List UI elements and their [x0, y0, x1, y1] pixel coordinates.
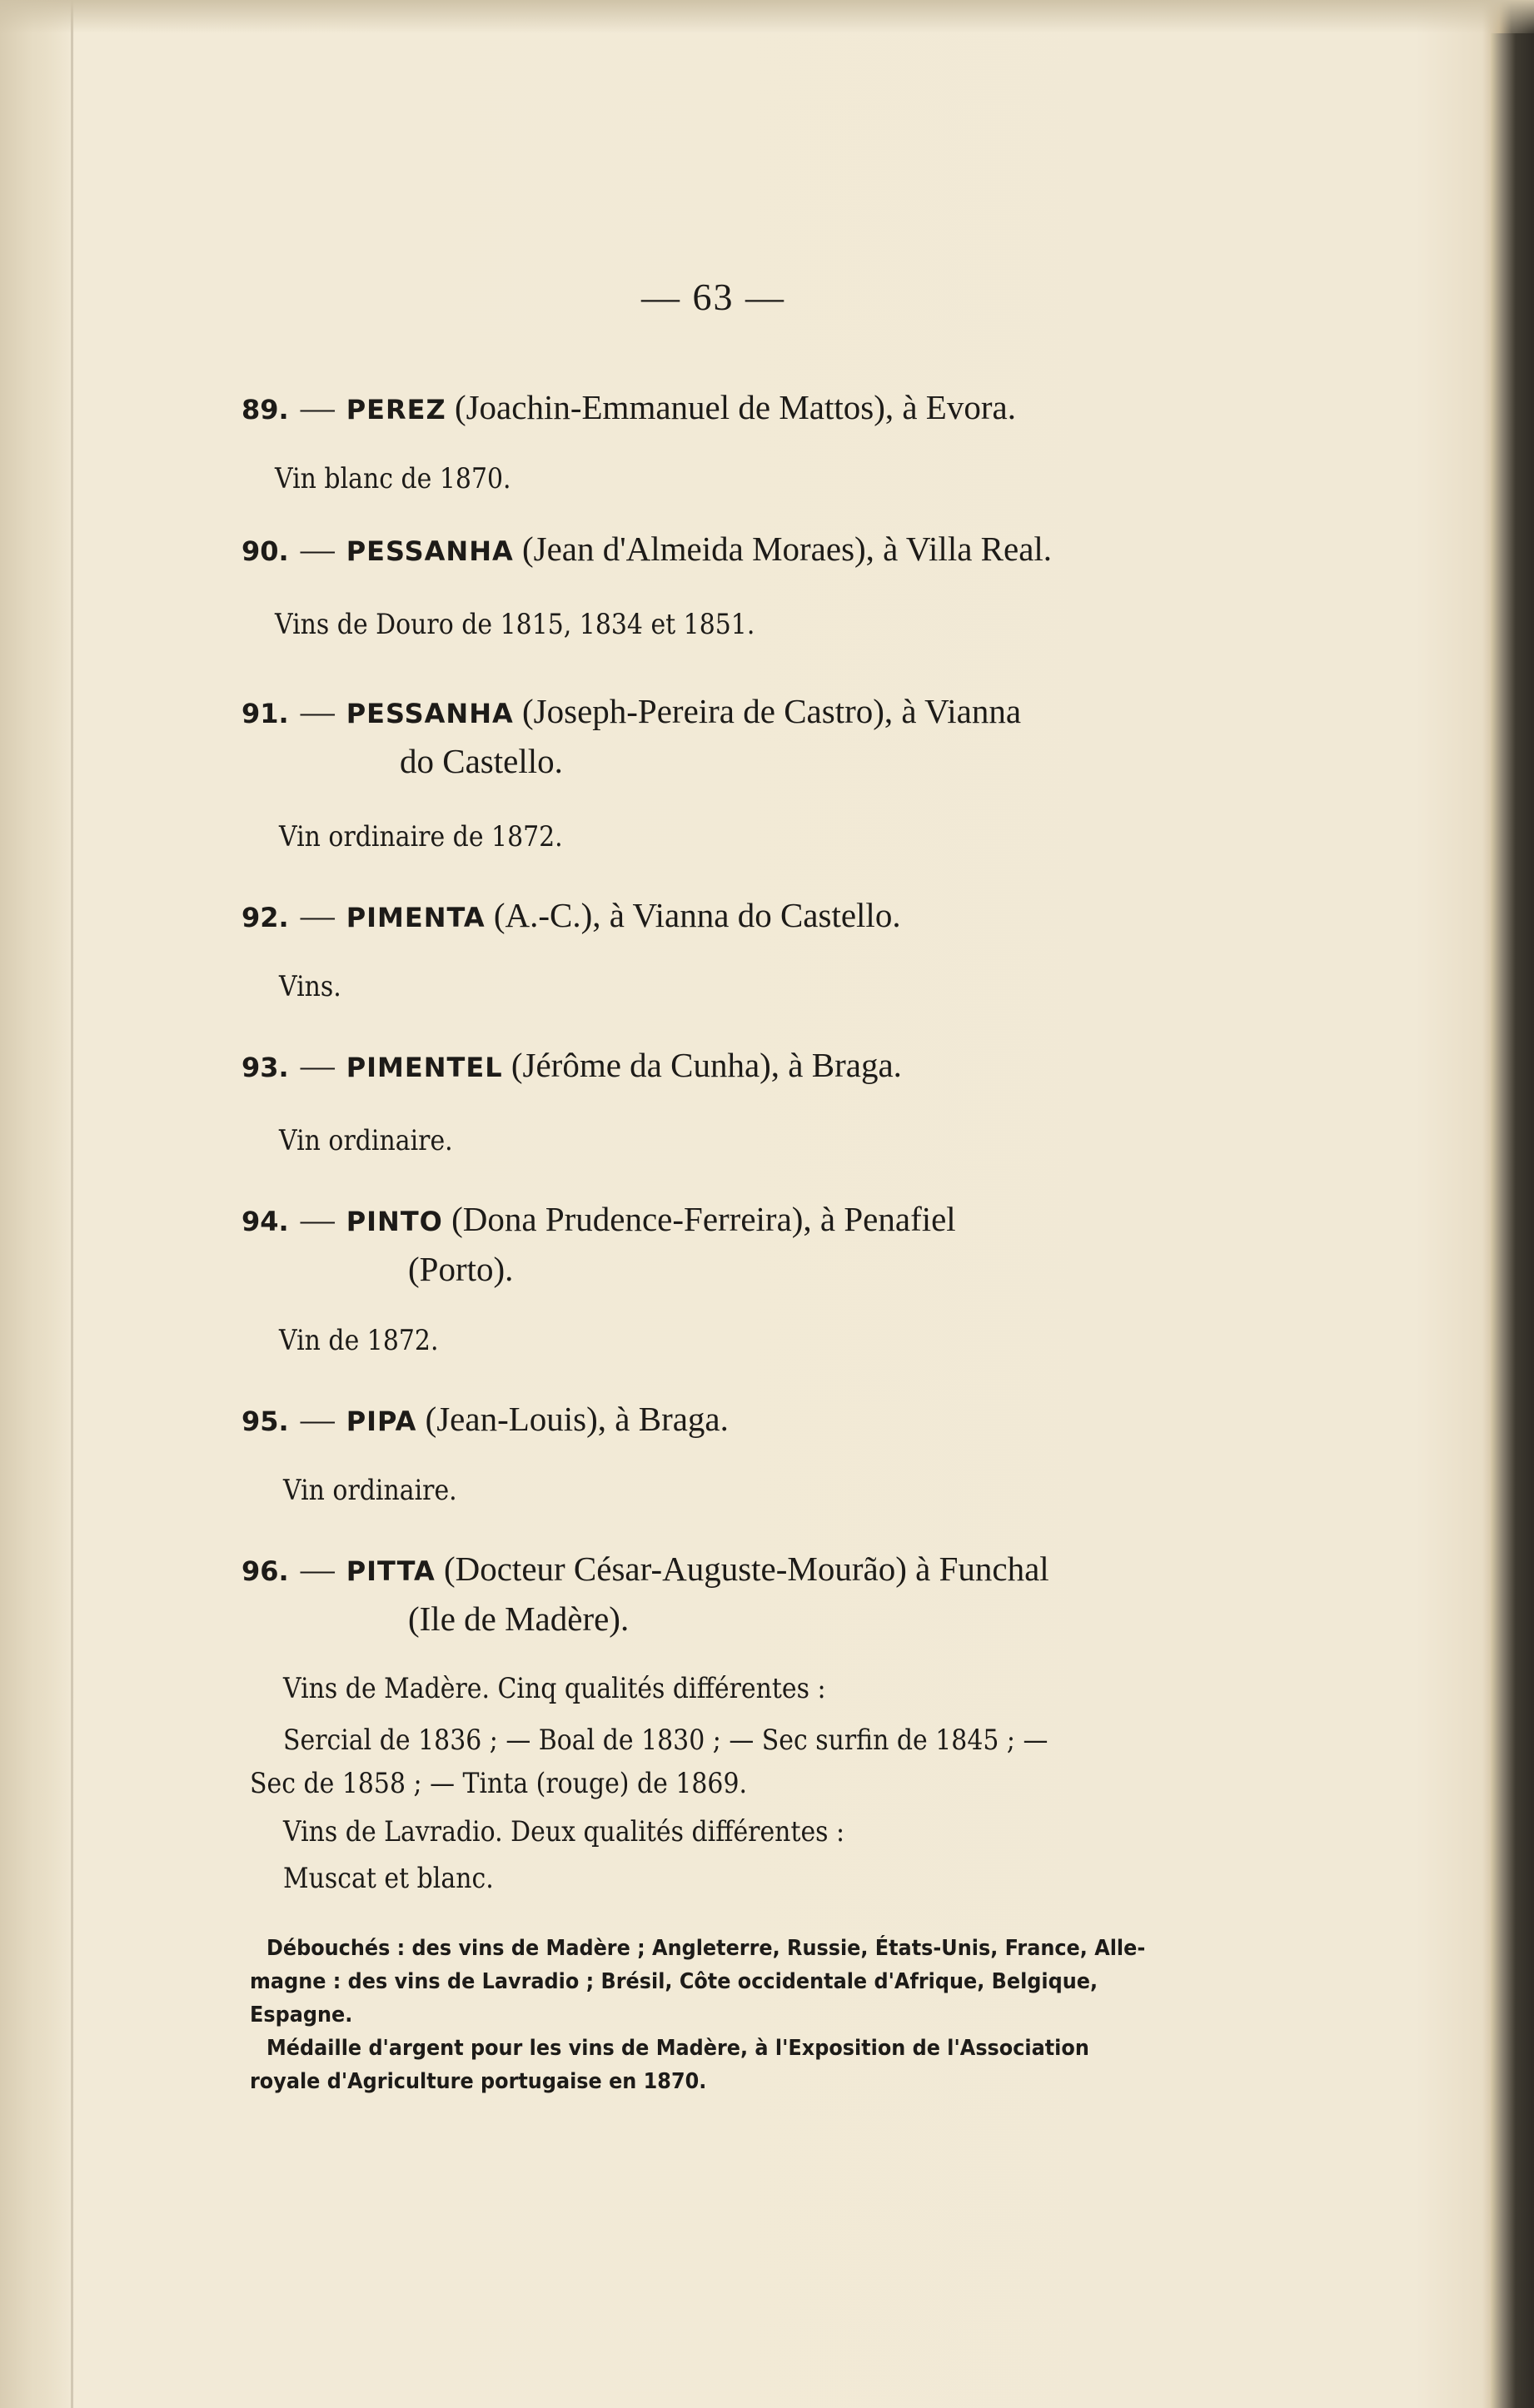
entry-name: PESSANHA [346, 698, 514, 729]
entry-92-desc: Vins. [279, 970, 341, 1003]
entry-dash: — [300, 896, 335, 934]
entry-number: 90. [242, 535, 289, 567]
entry-96-continuation: (Ile de Madère). [408, 1600, 630, 1638]
entry-90-heading [242, 529, 1052, 569]
entry-89-heading [242, 387, 1016, 427]
note-line-4: Médaille d'argent pour les vins de Madère, à l'Exposition de l'Association [266, 2036, 1089, 2061]
entry-96-heading [242, 1549, 1049, 1589]
entry-rest: (Jérôme da Cunha), à Braga. [511, 1046, 902, 1084]
entry-92-heading [242, 895, 901, 935]
entry-dash: — [300, 1550, 335, 1588]
page-gutter-shadow [0, 0, 75, 2408]
entry-96-desc-line-2: Sercial de 1836 ; — Boal de 1830 ; — Sec surfin de 1845 ; — [283, 1724, 1048, 1757]
entry-rest: (Joachin-Emmanuel de Mattos), à Evora. [454, 388, 1016, 426]
entry-rest: (Docteur César-Auguste-Mourão) à Funchal [443, 1550, 1049, 1588]
entry-94-desc: Vin de 1872. [279, 1324, 439, 1357]
entry-rest: (Jean-Louis), à Braga. [425, 1400, 729, 1438]
entry-96-desc-line-4: Vins de Lavradio. Deux qualités différentes : [283, 1815, 845, 1848]
entry-number: 95. [242, 1405, 289, 1437]
entry-93-heading [242, 1045, 902, 1085]
entry-91-continuation: do Castello. [400, 742, 563, 780]
note-line-2: magne : des vins de Lavradio ; Brésil, Côte occidentale d'Afrique, Belgique, [250, 1969, 1098, 1994]
entry-94-continuation: (Porto). [408, 1250, 514, 1288]
entry-dash: — [300, 530, 335, 568]
entry-dash: — [300, 1200, 335, 1238]
entry-name: PIPA [346, 1405, 417, 1437]
entry-90-desc: Vins de Douro de 1815, 1834 et 1851. [275, 608, 755, 641]
entry-name: PITTA [346, 1555, 436, 1587]
entry-name: PEREZ [346, 394, 446, 425]
entry-number: 92. [242, 902, 289, 933]
entry-95-desc: Vin ordinaire. [283, 1474, 457, 1507]
note-line-5: royale d'Agriculture portugaise en 1870. [250, 2069, 707, 2094]
entry-rest: (A.-C.), à Vianna do Castello. [493, 896, 901, 934]
entry-91-desc: Vin ordinaire de 1872. [279, 820, 563, 853]
entry-rest: (Jean d'Almeida Moraes), à Villa Real. [522, 530, 1053, 568]
page-fold-line [71, 0, 73, 2408]
entry-number: 94. [242, 1206, 289, 1237]
entry-91-heading [242, 691, 1021, 731]
entry-93-desc: Vin ordinaire. [279, 1124, 453, 1157]
entry-rest: (Dona Prudence-Ferreira), à Penafiel [451, 1200, 956, 1238]
entry-number: 89. [242, 394, 289, 425]
entry-96-desc-line-1: Vins de Madère. Cinq qualités différentes : [283, 1672, 826, 1705]
entry-dash: — [300, 388, 335, 426]
entry-number: 91. [242, 698, 289, 729]
entry-dash: — [300, 1046, 335, 1084]
entry-96-desc-line-3: Sec de 1858 ; — Tinta (rouge) de 1869. [250, 1767, 748, 1800]
entry-dash: — [300, 692, 335, 730]
entry-name: PIMENTA [346, 902, 486, 933]
entry-name: PIMENTEL [346, 1052, 503, 1083]
entry-dash: — [300, 1400, 335, 1438]
entry-number: 93. [242, 1052, 289, 1083]
page-right-edge [1491, 33, 1534, 2408]
entry-95-heading [242, 1399, 729, 1439]
entry-name: PESSANHA [346, 535, 514, 567]
page-top-shadow [0, 0, 1534, 33]
entry-89-desc: Vin blanc de 1870. [275, 462, 511, 495]
entry-name: PINTO [346, 1206, 443, 1237]
entry-96-desc-line-5: Muscat et blanc. [283, 1862, 494, 1895]
entry-94-heading [242, 1199, 956, 1239]
entry-rest: (Joseph-Pereira de Castro), à Vianna [522, 692, 1022, 730]
note-line-1: Débouchés : des vins de Madère ; Angleterre, Russie, États-Unis, France, Alle- [266, 1936, 1146, 1961]
entry-number: 96. [242, 1555, 289, 1587]
page-number: — 63 — [641, 276, 785, 318]
note-line-3: Espagne. [250, 2003, 353, 2027]
